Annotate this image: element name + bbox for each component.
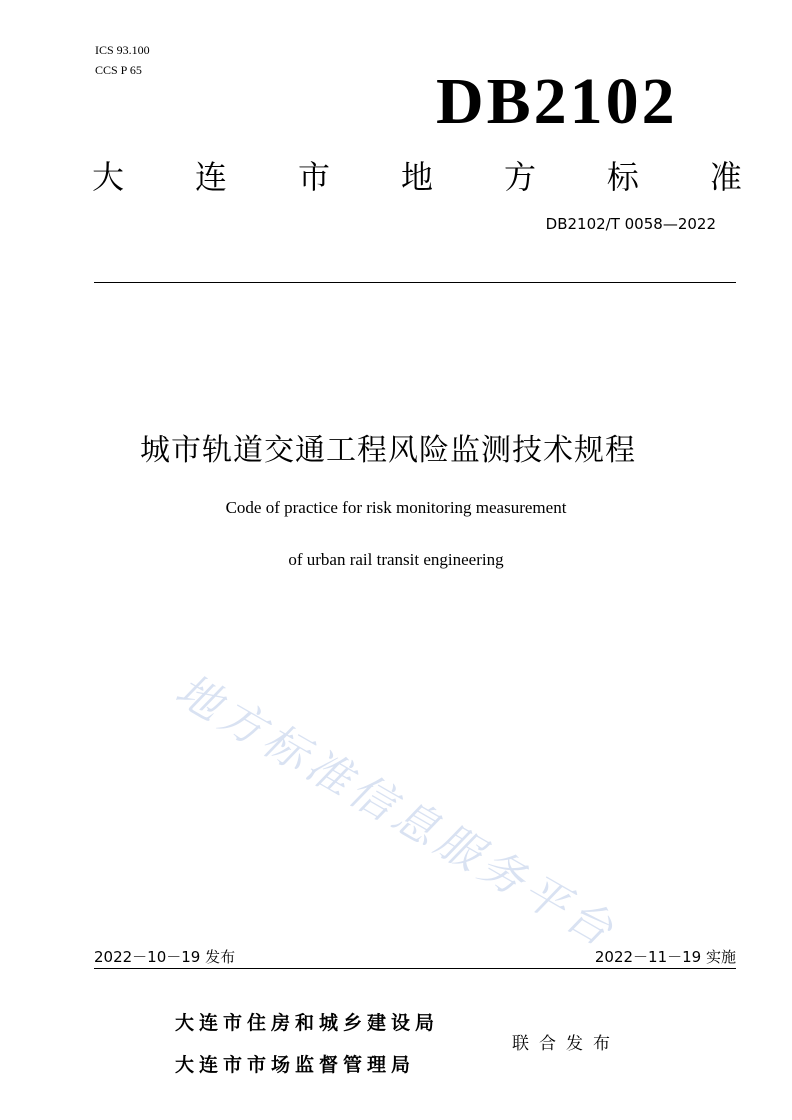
dates-row (94, 946, 736, 967)
local-standard-heading (92, 150, 742, 200)
heading-char: 市 (297, 158, 330, 196)
ccs-code: CCS P 65 (95, 63, 142, 77)
joint-issue-label: 联合发布 (512, 1034, 620, 1054)
dates-divider (94, 968, 736, 969)
title-chinese (0, 425, 792, 469)
heading-char: 方 (503, 158, 536, 196)
standard-logo: DB2102 (436, 65, 678, 138)
title-english-line1: Code of practice for risk monitoring measurement (225, 498, 567, 517)
watermark: 地方标准信息服务平台 (167, 664, 626, 959)
heading-char: 地 (400, 158, 433, 196)
issuer-market-bureau: 大连市市场监督管理局 (175, 1054, 416, 1076)
standard-number: DB2102/T 0058—2022 (545, 215, 716, 233)
implement-date: 2022－11－19 实施 (594, 948, 736, 966)
heading-char: 标 (606, 158, 639, 196)
heading-char: 大 (92, 158, 125, 196)
issuer-housing-bureau: 大连市住房和城乡建设局 (175, 1012, 440, 1034)
header-divider (94, 282, 736, 283)
heading-char: 连 (194, 158, 227, 196)
heading-char: 准 (709, 158, 742, 196)
ics-code: ICS 93.100 (95, 43, 150, 57)
classification-codes (95, 40, 150, 80)
title-chinese-text: 城市轨道交通工程风险监测技术规程 (140, 433, 636, 468)
title-english-line2: of urban rail transit engineering (288, 550, 504, 569)
issue-date: 2022－10－19 发布 (94, 948, 236, 966)
